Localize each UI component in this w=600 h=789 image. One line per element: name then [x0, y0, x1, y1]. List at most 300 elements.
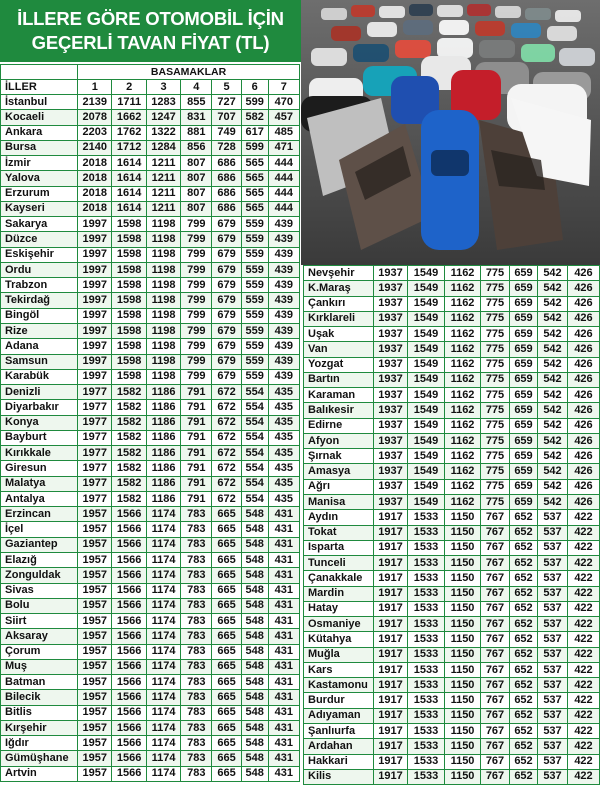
price-cell-4: 791 [181, 446, 212, 461]
price-cell-6: 559 [241, 354, 268, 369]
price-cell-7: 422 [568, 647, 600, 662]
price-cell-3: 1284 [146, 140, 180, 155]
city-name-cell: Tokat [304, 525, 374, 540]
price-cell-2: 1533 [408, 693, 445, 708]
city-name-cell: Hatay [304, 601, 374, 616]
price-cell-5: 665 [212, 537, 241, 552]
price-cell-4: 791 [181, 461, 212, 476]
city-name-cell: Uşak [304, 327, 374, 342]
price-cell-2: 1533 [408, 723, 445, 738]
price-cell-2: 1598 [112, 339, 146, 354]
price-cell-4: 767 [481, 723, 510, 738]
price-cell-1: 1937 [374, 403, 408, 418]
price-cell-2: 1566 [112, 552, 146, 567]
price-cell-7: 422 [568, 739, 600, 754]
price-cell-4: 791 [181, 491, 212, 506]
price-cell-4: 775 [481, 403, 510, 418]
city-name-cell: Balıkesir [304, 403, 374, 418]
price-cell-5: 659 [510, 449, 538, 464]
header-col-2: 2 [112, 80, 146, 95]
city-name-cell: Rize [1, 323, 78, 338]
city-name-cell: Muğla [304, 647, 374, 662]
city-name-cell: Nevşehir [304, 266, 374, 281]
price-cell-5: 659 [510, 266, 538, 281]
price-cell-6: 559 [241, 293, 268, 308]
city-name-cell: Konya [1, 415, 78, 430]
price-cell-7: 431 [268, 736, 299, 751]
table-row [1, 171, 300, 186]
price-cell-1: 1917 [374, 571, 408, 586]
price-cell-2: 1549 [408, 357, 445, 372]
price-cell-7: 439 [268, 339, 299, 354]
price-cell-3: 1186 [146, 446, 180, 461]
table-row [1, 430, 300, 445]
price-cell-7: 439 [268, 293, 299, 308]
table-row [1, 507, 300, 522]
price-cell-2: 1533 [408, 769, 445, 784]
price-cell-2: 1533 [408, 556, 445, 571]
city-name-cell: Karabük [1, 369, 78, 384]
price-cell-1: 1957 [78, 507, 112, 522]
price-cell-1: 1997 [78, 369, 112, 384]
price-cell-2: 1549 [408, 281, 445, 296]
price-cell-3: 1186 [146, 400, 180, 415]
city-name-cell: Kırklareli [304, 311, 374, 326]
price-cell-1: 1917 [374, 647, 408, 662]
price-cell-5: 652 [510, 662, 538, 677]
city-name-cell: Bitlis [1, 705, 78, 720]
price-cell-1: 1957 [78, 598, 112, 613]
price-cell-1: 1997 [78, 247, 112, 262]
table-row [1, 247, 300, 262]
price-cell-6: 548 [241, 568, 268, 583]
table-row [1, 110, 300, 125]
price-cell-5: 652 [510, 601, 538, 616]
price-cell-1: 1997 [78, 262, 112, 277]
city-name-cell: Kilis [304, 769, 374, 784]
price-cell-7: 444 [268, 201, 299, 216]
price-cell-2: 1566 [112, 675, 146, 690]
price-cell-5: 659 [510, 311, 538, 326]
price-cell-3: 1174 [146, 552, 180, 567]
table-row [304, 769, 600, 784]
price-cell-2: 1533 [408, 617, 445, 632]
price-cell-7: 431 [268, 659, 299, 674]
price-cell-7: 431 [268, 522, 299, 537]
price-cell-5: 679 [212, 232, 241, 247]
price-cell-4: 783 [181, 659, 212, 674]
price-cell-1: 1937 [374, 464, 408, 479]
table-row [1, 125, 300, 140]
price-cell-6: 542 [538, 449, 568, 464]
price-cell-7: 422 [568, 678, 600, 693]
price-cell-1: 1917 [374, 723, 408, 738]
price-cell-3: 1174 [146, 690, 180, 705]
price-cell-7: 426 [568, 449, 600, 464]
price-cell-7: 426 [568, 479, 600, 494]
price-cell-5: 679 [212, 278, 241, 293]
price-cell-7: 471 [268, 140, 299, 155]
price-cell-1: 1977 [78, 385, 112, 400]
price-cell-4: 783 [181, 751, 212, 766]
table-row [1, 705, 300, 720]
price-cell-6: 542 [538, 372, 568, 387]
price-cell-4: 775 [481, 327, 510, 342]
price-cell-3: 1162 [445, 372, 481, 387]
price-cell-7: 439 [268, 217, 299, 232]
price-cell-1: 1917 [374, 693, 408, 708]
price-cell-1: 1997 [78, 354, 112, 369]
price-cell-2: 1598 [112, 293, 146, 308]
price-cell-4: 783 [181, 614, 212, 629]
price-cell-3: 1198 [146, 217, 180, 232]
price-cell-3: 1150 [445, 617, 481, 632]
price-cell-2: 1662 [112, 110, 146, 125]
price-cell-4: 783 [181, 675, 212, 690]
price-cell-3: 1150 [445, 586, 481, 601]
price-cell-6: 548 [241, 675, 268, 690]
table-row [1, 690, 300, 705]
price-cell-1: 1977 [78, 415, 112, 430]
price-cell-3: 1174 [146, 598, 180, 613]
price-cell-3: 1186 [146, 461, 180, 476]
price-cell-2: 1549 [408, 418, 445, 433]
price-cell-1: 2018 [78, 156, 112, 171]
table-row [1, 644, 300, 659]
price-cell-1: 1937 [374, 327, 408, 342]
table-row [1, 339, 300, 354]
price-cell-5: 652 [510, 754, 538, 769]
price-cell-6: 548 [241, 690, 268, 705]
price-cell-6: 554 [241, 446, 268, 461]
price-cell-1: 1937 [374, 433, 408, 448]
price-cell-6: 559 [241, 323, 268, 338]
table-row [304, 372, 600, 387]
price-cell-6: 542 [538, 418, 568, 433]
table-row [1, 446, 300, 461]
city-name-cell: Afyon [304, 433, 374, 448]
city-name-cell: Isparta [304, 540, 374, 555]
price-cell-3: 1174 [146, 659, 180, 674]
price-cell-3: 1150 [445, 510, 481, 525]
city-name-cell: Elazığ [1, 552, 78, 567]
price-cell-7: 426 [568, 372, 600, 387]
price-cell-7: 439 [268, 323, 299, 338]
price-cell-4: 767 [481, 601, 510, 616]
price-cell-3: 1174 [146, 766, 180, 781]
price-cell-5: 659 [510, 418, 538, 433]
header-col-3: 3 [146, 80, 180, 95]
price-cell-4: 767 [481, 739, 510, 754]
price-cell-2: 1582 [112, 385, 146, 400]
price-cell-7: 444 [268, 171, 299, 186]
price-cell-7: 439 [268, 354, 299, 369]
table-row [1, 736, 300, 751]
price-cell-1: 1997 [78, 278, 112, 293]
price-cell-6: 537 [538, 525, 568, 540]
left-table-body [1, 65, 300, 782]
table-row [1, 278, 300, 293]
table-row [304, 281, 600, 296]
price-cell-1: 1917 [374, 678, 408, 693]
right-table-body [304, 266, 600, 785]
city-name-cell: Çanakkale [304, 571, 374, 586]
price-cell-3: 1150 [445, 647, 481, 662]
price-cell-5: 672 [212, 400, 241, 415]
price-cell-3: 1150 [445, 754, 481, 769]
table-row [304, 479, 600, 494]
price-cell-5: 679 [212, 323, 241, 338]
price-cell-2: 1566 [112, 659, 146, 674]
price-cell-5: 679 [212, 262, 241, 277]
price-cell-1: 1957 [78, 720, 112, 735]
price-cell-6: 554 [241, 491, 268, 506]
price-cell-7: 426 [568, 327, 600, 342]
price-cell-4: 799 [181, 354, 212, 369]
price-cell-7: 426 [568, 281, 600, 296]
price-cell-1: 1937 [374, 418, 408, 433]
price-cell-1: 1957 [78, 675, 112, 690]
table-row [1, 629, 300, 644]
price-cell-6: 548 [241, 598, 268, 613]
price-cell-5: 665 [212, 552, 241, 567]
table-row [1, 598, 300, 613]
price-cell-5: 679 [212, 247, 241, 262]
price-cell-4: 767 [481, 647, 510, 662]
price-cell-4: 775 [481, 296, 510, 311]
price-cell-4: 783 [181, 583, 212, 598]
price-cell-6: 582 [241, 110, 268, 125]
city-name-cell: Ordu [1, 262, 78, 277]
price-cell-6: 554 [241, 430, 268, 445]
price-cell-3: 1174 [146, 522, 180, 537]
price-cell-3: 1174 [146, 507, 180, 522]
price-cell-5: 672 [212, 461, 241, 476]
price-cell-6: 537 [538, 662, 568, 677]
city-name-cell: Kastamonu [304, 678, 374, 693]
price-cell-5: 665 [212, 629, 241, 644]
table-row [1, 400, 300, 415]
price-cell-3: 1186 [146, 385, 180, 400]
city-name-cell: Edirne [304, 418, 374, 433]
price-cell-7: 422 [568, 662, 600, 677]
price-cell-4: 783 [181, 537, 212, 552]
price-cell-4: 775 [481, 433, 510, 448]
table-row [1, 476, 300, 491]
city-name-cell: Erzincan [1, 507, 78, 522]
price-cell-5: 652 [510, 540, 538, 555]
price-cell-5: 652 [510, 510, 538, 525]
price-cell-1: 1957 [78, 705, 112, 720]
price-cell-3: 1198 [146, 262, 180, 277]
price-cell-2: 1614 [112, 171, 146, 186]
price-cell-1: 1977 [78, 446, 112, 461]
price-cell-4: 799 [181, 323, 212, 338]
table-row [1, 766, 300, 781]
table-row [304, 617, 600, 632]
city-name-cell: Ankara [1, 125, 78, 140]
price-cell-5: 679 [212, 308, 241, 323]
city-name-cell: Batman [1, 675, 78, 690]
price-cell-5: 659 [510, 327, 538, 342]
price-cell-3: 1162 [445, 266, 481, 281]
price-cell-4: 783 [181, 568, 212, 583]
price-cell-4: 791 [181, 415, 212, 430]
price-cell-5: 659 [510, 403, 538, 418]
price-cell-7: 435 [268, 446, 299, 461]
price-cell-6: 537 [538, 647, 568, 662]
table-row [1, 201, 300, 216]
price-cell-3: 1211 [146, 171, 180, 186]
city-name-cell: Çankırı [304, 296, 374, 311]
price-cell-3: 1162 [445, 327, 481, 342]
price-cell-4: 831 [181, 110, 212, 125]
price-cell-6: 559 [241, 278, 268, 293]
price-cell-2: 1566 [112, 583, 146, 598]
price-cell-1: 1937 [374, 357, 408, 372]
price-cell-6: 537 [538, 556, 568, 571]
price-cell-3: 1150 [445, 525, 481, 540]
price-cell-2: 1549 [408, 372, 445, 387]
price-cell-6: 548 [241, 522, 268, 537]
price-cell-2: 1533 [408, 525, 445, 540]
city-name-cell: Diyarbakır [1, 400, 78, 415]
price-cell-4: 775 [481, 357, 510, 372]
price-cell-2: 1533 [408, 647, 445, 662]
city-name-cell: Ağrı [304, 479, 374, 494]
price-cell-6: 537 [538, 571, 568, 586]
table-row [1, 461, 300, 476]
price-cell-2: 1549 [408, 342, 445, 357]
price-table-right [303, 265, 600, 785]
title-line-2: GEÇERLİ TAVAN FİYAT (TL) [31, 32, 270, 53]
price-cell-1: 2140 [78, 140, 112, 155]
title-line-1: İLLERE GÖRE OTOMOBİL İÇİN [17, 8, 284, 29]
price-cell-2: 1598 [112, 369, 146, 384]
price-cell-6: 548 [241, 583, 268, 598]
price-cell-3: 1150 [445, 632, 481, 647]
price-cell-7: 435 [268, 385, 299, 400]
table-row [304, 388, 600, 403]
price-cell-6: 542 [538, 357, 568, 372]
city-name-cell: Şırnak [304, 449, 374, 464]
price-cell-3: 1198 [146, 293, 180, 308]
price-cell-1: 2139 [78, 95, 112, 110]
price-cell-2: 1549 [408, 311, 445, 326]
price-cell-4: 767 [481, 556, 510, 571]
price-cell-7: 431 [268, 766, 299, 781]
price-cell-4: 767 [481, 632, 510, 647]
price-cell-5: 665 [212, 720, 241, 735]
price-cell-2: 1598 [112, 217, 146, 232]
price-cell-3: 1162 [445, 311, 481, 326]
price-cell-2: 1566 [112, 614, 146, 629]
price-cell-7: 422 [568, 540, 600, 555]
price-cell-2: 1533 [408, 678, 445, 693]
price-cell-2: 1598 [112, 354, 146, 369]
table-row [1, 217, 300, 232]
city-name-cell: Karaman [304, 388, 374, 403]
price-cell-6: 548 [241, 552, 268, 567]
city-name-cell: Iğdır [1, 736, 78, 751]
header-blank-cell [1, 65, 78, 80]
price-cell-2: 1533 [408, 632, 445, 647]
price-cell-3: 1162 [445, 357, 481, 372]
price-cell-4: 783 [181, 736, 212, 751]
price-cell-2: 1582 [112, 491, 146, 506]
price-cell-5: 652 [510, 556, 538, 571]
price-cell-2: 1549 [408, 266, 445, 281]
price-cell-6: 542 [538, 403, 568, 418]
table-row [304, 327, 600, 342]
table-row [304, 739, 600, 754]
city-name-cell: İçel [1, 522, 78, 537]
price-cell-2: 1533 [408, 739, 445, 754]
price-cell-7: 435 [268, 491, 299, 506]
city-name-cell: Bolu [1, 598, 78, 613]
table-row [1, 568, 300, 583]
price-cell-2: 1549 [408, 479, 445, 494]
price-cell-2: 1549 [408, 296, 445, 311]
price-cell-4: 855 [181, 95, 212, 110]
table-row [1, 369, 300, 384]
price-cell-7: 444 [268, 156, 299, 171]
price-cell-3: 1150 [445, 662, 481, 677]
price-cell-6: 542 [538, 327, 568, 342]
price-cell-1: 1917 [374, 525, 408, 540]
price-cell-3: 1186 [146, 430, 180, 445]
price-cell-3: 1174 [146, 720, 180, 735]
price-cell-1: 2203 [78, 125, 112, 140]
price-cell-5: 686 [212, 186, 241, 201]
price-cell-6: 559 [241, 262, 268, 277]
price-cell-1: 1957 [78, 522, 112, 537]
price-cell-7: 431 [268, 583, 299, 598]
table-row [1, 583, 300, 598]
price-cell-4: 767 [481, 540, 510, 555]
price-cell-5: 665 [212, 705, 241, 720]
price-cell-3: 1162 [445, 388, 481, 403]
price-cell-3: 1162 [445, 281, 481, 296]
table-row [304, 449, 600, 464]
price-cell-4: 775 [481, 449, 510, 464]
price-cell-7: 431 [268, 629, 299, 644]
price-cell-2: 1549 [408, 388, 445, 403]
price-cell-6: 537 [538, 617, 568, 632]
price-cell-1: 1917 [374, 556, 408, 571]
price-cell-4: 799 [181, 217, 212, 232]
price-cell-1: 2018 [78, 186, 112, 201]
city-name-cell: Bartın [304, 372, 374, 387]
price-cell-7: 426 [568, 342, 600, 357]
price-cell-6: 542 [538, 464, 568, 479]
price-cell-2: 1598 [112, 278, 146, 293]
price-cell-6: 548 [241, 629, 268, 644]
table-row [304, 464, 600, 479]
price-cell-3: 1174 [146, 644, 180, 659]
header-row-group [1, 65, 300, 80]
price-cell-5: 652 [510, 769, 538, 784]
price-cell-7: 439 [268, 247, 299, 262]
price-cell-1: 1957 [78, 629, 112, 644]
price-cell-3: 1198 [146, 232, 180, 247]
price-cell-7: 422 [568, 708, 600, 723]
price-cell-7: 426 [568, 311, 600, 326]
price-cell-4: 783 [181, 766, 212, 781]
price-cell-2: 1566 [112, 629, 146, 644]
price-cell-5: 679 [212, 293, 241, 308]
price-cell-1: 1977 [78, 461, 112, 476]
